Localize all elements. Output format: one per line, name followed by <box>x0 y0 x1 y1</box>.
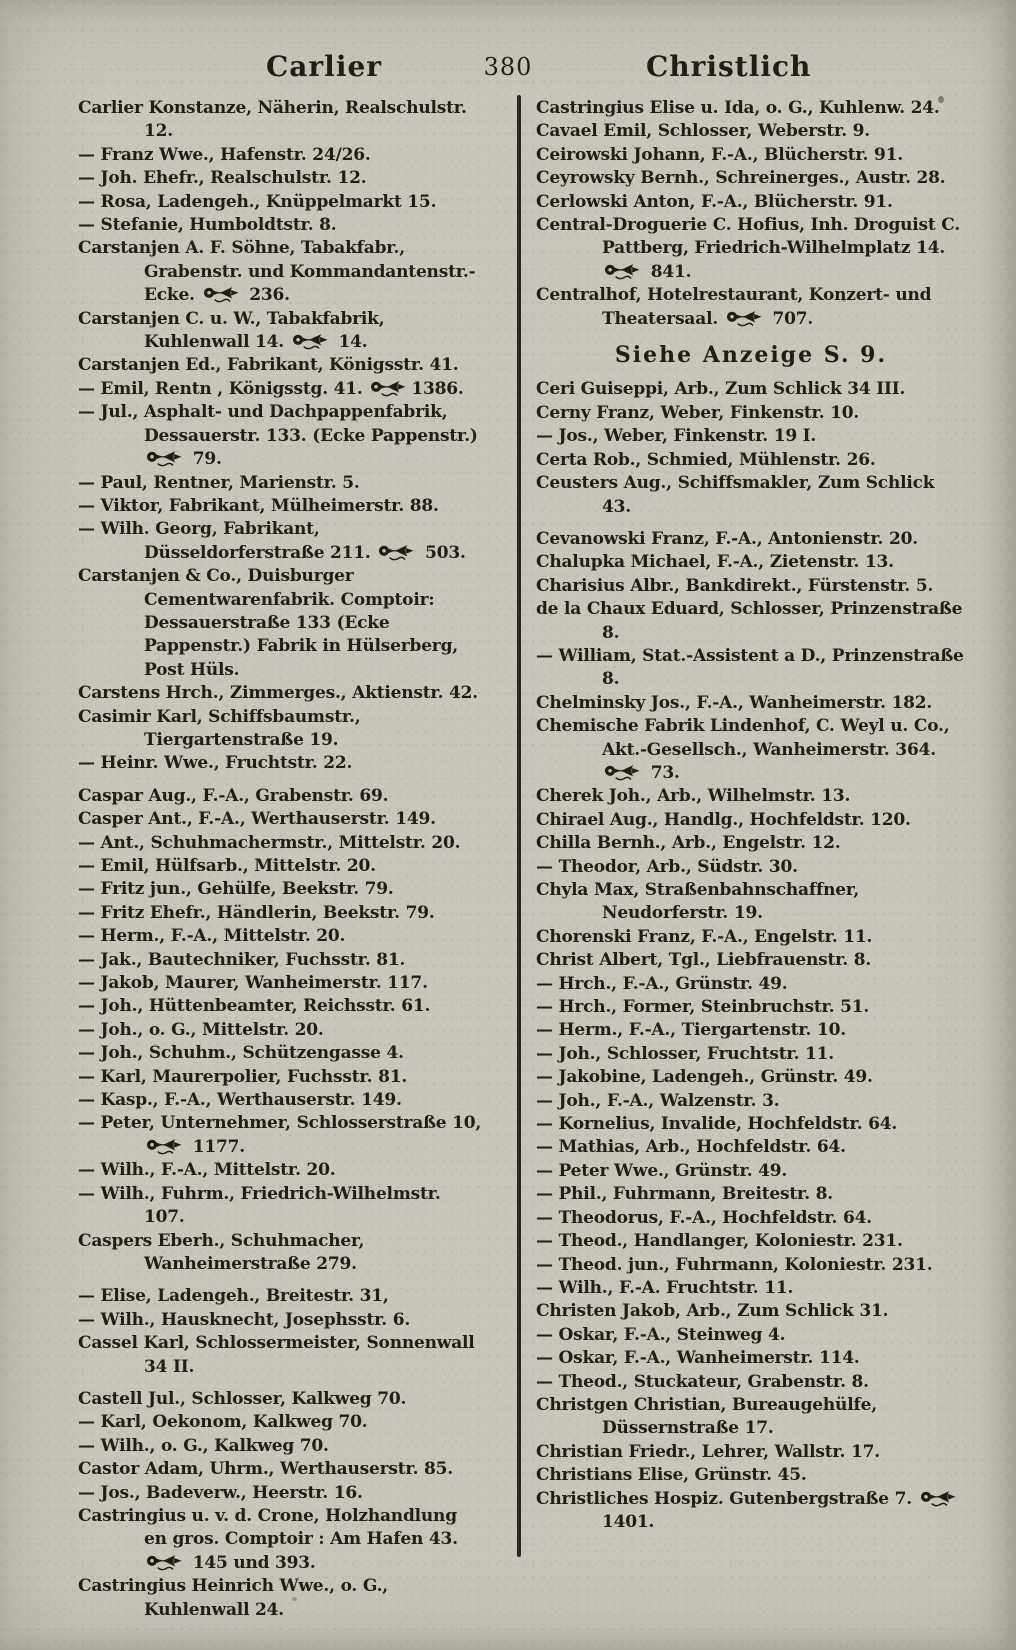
directory-entry: — Wilh., Fuhrm., Friedrich-Wilhelmstr. 107. <box>78 1183 441 1228</box>
directory-entry: Chelminsky Jos., F.-A., Wanheimerstr. 182. <box>536 692 933 713</box>
directory-entry: Carstens Hrch., Zimmerges., Aktienstr. 42. <box>78 683 479 704</box>
directory-entry: — Oskar, F.-A., Wanheimerstr. 114. <box>536 1348 860 1369</box>
directory-entry: Chorenski Franz, F.-A., Engelstr. 11. <box>536 926 873 947</box>
directory-entry: — William, Stat.-Assistent a D., Prinzenstraße 8. <box>536 645 964 690</box>
directory-entry: — Karl, Oekonom, Kalkweg 70. <box>78 1412 368 1433</box>
telephone-icon <box>292 333 329 350</box>
telephone-icon <box>203 286 240 303</box>
directory-entry: Carstanjen & Co., Duisburger Cementwarenfabrik. Comptoir: Dessauerstraße 133 (Ecke Pappenstr.) Fabrik in Hülserberg, Post Hüls. <box>78 566 458 680</box>
header-keyword-right: Christlich <box>646 50 812 83</box>
directory-entry: — Emil, Rentn , Königsstg. 41. 1386. <box>78 378 464 399</box>
directory-entry: — Phil., Fuhrmann, Breitestr. 8. <box>536 1184 834 1205</box>
header-keyword-left: Carlier <box>266 50 383 83</box>
directory-entry: Castor Adam, Uhrm., Werthauserstr. 85. <box>78 1459 454 1480</box>
page-number: 380 <box>483 53 533 81</box>
directory-entry: — Wilh. Georg, Fabrikant, Düsseldorferstraße 211. 503. <box>78 519 466 563</box>
directory-entry: — Joh., Schuhm., Schützengasse 4. <box>78 1043 404 1064</box>
directory-entry: Chyla Max, Straßenbahnschaffner, Neudorferstr. 19. <box>536 880 860 924</box>
directory-entry: — Fritz Ehefr., Händlerin, Beekstr. 79. <box>78 902 435 923</box>
directory-entry: — Stefanie, Humboldtstr. 8. <box>78 215 337 236</box>
directory-entry: Caspers Eberh., Schuhmacher, Wanheimerstraße 279. <box>78 1230 365 1274</box>
telephone-icon <box>726 310 763 327</box>
directory-entry: — Viktor, Fabrikant, Mülheimerstr. 88. <box>78 495 439 516</box>
directory-entry: Chilla Bernh., Arb., Engelstr. 12. <box>536 833 841 854</box>
directory-entry: — Joh., F.-A., Walzenstr. 3. <box>536 1090 780 1111</box>
telephone-icon <box>146 1554 183 1571</box>
directory-entry: Christians Elise, Grünstr. 45. <box>536 1465 807 1486</box>
telephone-icon <box>604 263 641 280</box>
directory-entry: Christgen Christian, Bureaugehülfe, Düssernstraße 17. <box>536 1394 877 1439</box>
directory-entry: — Mathias, Arb., Hochfeldstr. 64. <box>536 1137 846 1158</box>
directory-entry: — Theod., Handlanger, Koloniestr. 231. <box>536 1231 903 1252</box>
directory-entry: Christian Friedr., Lehrer, Wallstr. 17. <box>536 1441 880 1462</box>
directory-entry: — Heinr. Wwe., Fruchtstr. 22. <box>78 753 353 774</box>
directory-entry: Chemische Fabrik Lindenhof, C. Weyl u. Co., Akt.-Gesellsch., Wanheimerstr. 364. 73. <box>536 716 950 783</box>
directory-entry: Carstanjen Ed., Fabrikant, Königsstr. 41. <box>78 355 459 376</box>
directory-entry: Casimir Karl, Schiffsbaumstr., Tiergartenstraße 19. <box>78 706 361 750</box>
directory-entry: — Theodor, Arb., Südstr. 30. <box>536 856 798 877</box>
directory-entry: Chalupka Michael, F.-A., Zietenstr. 13. <box>536 552 894 573</box>
directory-entry: — Peter Wwe., Grünstr. 49. <box>536 1160 788 1181</box>
directory-entry: — Jos., Weber, Finkenstr. 19 I. <box>536 426 817 447</box>
directory-entry: — Jos., Badeverw., Heerstr. 16. <box>78 1482 363 1503</box>
directory-entry: Ceusters Aug., Schiffsmakler, Zum Schlick 43. <box>536 473 935 517</box>
directory-entry: Ceirowski Johann, F.-A., Blücherstr. 91. <box>536 144 903 165</box>
directory-entry: Carlier Konstanze, Näherin, Realschulstr. 12. <box>78 98 467 142</box>
paper-speck <box>292 1597 297 1601</box>
directory-entry: — Wilh., F.-A., Mittelstr. 20. <box>78 1160 336 1181</box>
directory-entry: Charisius Albr., Bankdirekt., Fürstenstr. 5. <box>536 575 934 596</box>
directory-entry: — Paul, Rentner, Marienstr. 5. <box>78 472 360 493</box>
directory-entry: Ceri Guiseppi, Arb., Zum Schlick 34 III. <box>536 379 906 400</box>
directory-entry: Castringius Heinrich Wwe., o. G., Kuhlenwall 24. <box>78 1576 389 1620</box>
directory-entry: Christ Albert, Tgl., Liebfrauenstr. 8. <box>536 950 872 971</box>
directory-entry: — Wilh., Hausknecht, Josephsstr. 6. <box>78 1309 411 1330</box>
directory-entry: — Theodorus, F.-A., Hochfeldstr. 64. <box>536 1207 872 1228</box>
directory-entry: — Fritz jun., Gehülfe, Beekstr. 79. <box>78 879 394 900</box>
directory-entry: — Joh. Ehefr., Realschulstr. 12. <box>78 168 367 189</box>
directory-entry: — Kornelius, Invalide, Hochfeldstr. 64. <box>536 1114 898 1135</box>
column-divider-rule <box>517 95 521 1557</box>
directory-entry: — Theod., Stuckateur, Grabenstr. 8. <box>536 1371 869 1392</box>
telephone-icon <box>378 544 415 561</box>
directory-entry: Castringius u. v. d. Crone, Holzhandlung en gros. Comptoir : Am Hafen 43. 145 und 393. <box>78 1505 458 1573</box>
directory-entry: — Jakob, Maurer, Wanheimerstr. 117. <box>78 973 428 994</box>
directory-entry: Chirael Aug., Handlg., Hochfeldstr. 120. <box>536 809 911 830</box>
directory-entry: — Kasp., F.-A., Werthauserstr. 149. <box>78 1090 402 1111</box>
left-column <box>78 97 484 1622</box>
directory-entry: — Franz Wwe., Hafenstr. 24/26. <box>78 144 371 165</box>
directory-entry: Carstanjen A. F. Söhne, Tabakfabr., Grabenstr. und Kommandantenstr.-Ecke. 236. <box>78 238 476 306</box>
telephone-icon <box>146 1138 183 1155</box>
directory-entry: — Elise, Ladengeh., Breitestr. 31, <box>78 1286 389 1307</box>
directory-entry: Christen Jakob, Arb., Zum Schlick 31. <box>536 1301 889 1322</box>
directory-entry: Christliches Hospiz. Gutenbergstraße 7. 1401. <box>536 1488 966 1535</box>
directory-entry: — Theod. jun., Fuhrmann, Koloniestr. 231. <box>536 1254 933 1275</box>
directory-entry: — Jul., Asphalt- und Dachpappenfabrik, Dessauerstr. 133. (Ecke Pappenstr.) 79. <box>78 402 478 470</box>
telephone-icon <box>920 1490 957 1507</box>
directory-entry: Caspar Aug., F.-A., Grabenstr. 69. <box>78 785 389 806</box>
directory-entry: — Karl, Maurerpolier, Fuchsstr. 81. <box>78 1066 408 1087</box>
directory-entry: — Hrch., F.-A., Grünstr. 49. <box>536 973 788 994</box>
directory-entry: Cevanowski Franz, F.-A., Antonienstr. 20. <box>536 528 918 549</box>
directory-entry: — Emil, Hülfsarb., Mittelstr. 20. <box>78 856 376 876</box>
telephone-icon <box>370 380 407 397</box>
directory-entry: Central-Droguerie C. Hofius, Inh. Droguist C. Pattberg, Friedrich-Wilhelmplatz 14. 841. <box>536 215 961 282</box>
directory-entry: — Rosa, Ladengeh., Knüppelmarkt 15. <box>78 191 437 212</box>
directory-entry: — Peter, Unternehmer, Schlosserstraße 10, 1177. <box>78 1113 482 1157</box>
telephone-icon <box>604 764 641 781</box>
directory-entry: Castringius Elise u. Ida, o. G., Kuhlenw. 24. <box>536 98 940 118</box>
directory-entry: Casper Ant., F.-A., Werthauserstr. 149. <box>78 809 436 830</box>
paper-speck <box>842 298 846 302</box>
directory-entry: — Ant., Schuhmachermstr., Mittelstr. 20. <box>78 832 461 853</box>
directory-entry: — Jakobine, Ladengeh., Grünstr. 49. <box>536 1067 873 1088</box>
directory-entry: Cavael Emil, Schlosser, Weberstr. 9. <box>536 121 871 142</box>
directory-entry: Cherek Joh., Arb., Wilhelmstr. 13. <box>536 786 851 807</box>
directory-entry: Cerny Franz, Weber, Finkenstr. 10. <box>536 402 860 423</box>
directory-entry: — Jak., Bautechniker, Fuchsstr. 81. <box>78 949 406 970</box>
directory-entry: Castell Jul., Schlosser, Kalkweg 70. <box>78 1388 407 1409</box>
telephone-icon <box>146 450 183 467</box>
directory-entry: — Hrch., Former, Steinbruchstr. 51. <box>536 997 870 1018</box>
directory-entry: Certa Rob., Schmied, Mühlenstr. 26. <box>536 449 876 470</box>
directory-entry: — Joh., Schlosser, Fruchtstr. 11. <box>536 1043 834 1064</box>
directory-entry: Ceyrowsky Bernh., Schreinerges., Austr. 28. <box>536 168 946 189</box>
directory-entry: Cerlowski Anton, F.-A., Blücherstr. 91. <box>536 191 893 212</box>
right-column <box>536 97 966 1534</box>
see-advert-notice: Siehe Anzeige S. 9. <box>614 342 888 369</box>
directory-entry: Cassel Karl, Schlossermeister, Sonnenwall 34 II. <box>78 1333 475 1377</box>
paper-speck <box>938 96 944 103</box>
directory-entry: Carstanjen C. u. W., Tabakfabrik, Kuhlenwall 14. 14. <box>78 308 385 353</box>
directory-entry: — Wilh., o. G., Kalkweg 70. <box>78 1435 329 1456</box>
directory-entry: — Joh., o. G., Mittelstr. 20. <box>78 1019 324 1040</box>
directory-entry: de la Chaux Eduard, Schlosser, Prinzenstraße 8. <box>536 599 963 643</box>
directory-entry: — Herm., F.-A., Tiergartenstr. 10. <box>536 1020 846 1041</box>
directory-entry: — Joh., Hüttenbeamter, Reichsstr. 61. <box>78 996 431 1017</box>
directory-entry: Centralhof, Hotelrestaurant, Konzert- und Theatersaal. 707. <box>536 285 932 329</box>
directory-entry: — Herm., F.-A., Mittelstr. 20. <box>78 926 346 947</box>
directory-entry: — Oskar, F.-A., Steinweg 4. <box>536 1324 786 1345</box>
directory-entry: — Wilh., F.-A. Fruchtstr. 11. <box>536 1277 794 1298</box>
